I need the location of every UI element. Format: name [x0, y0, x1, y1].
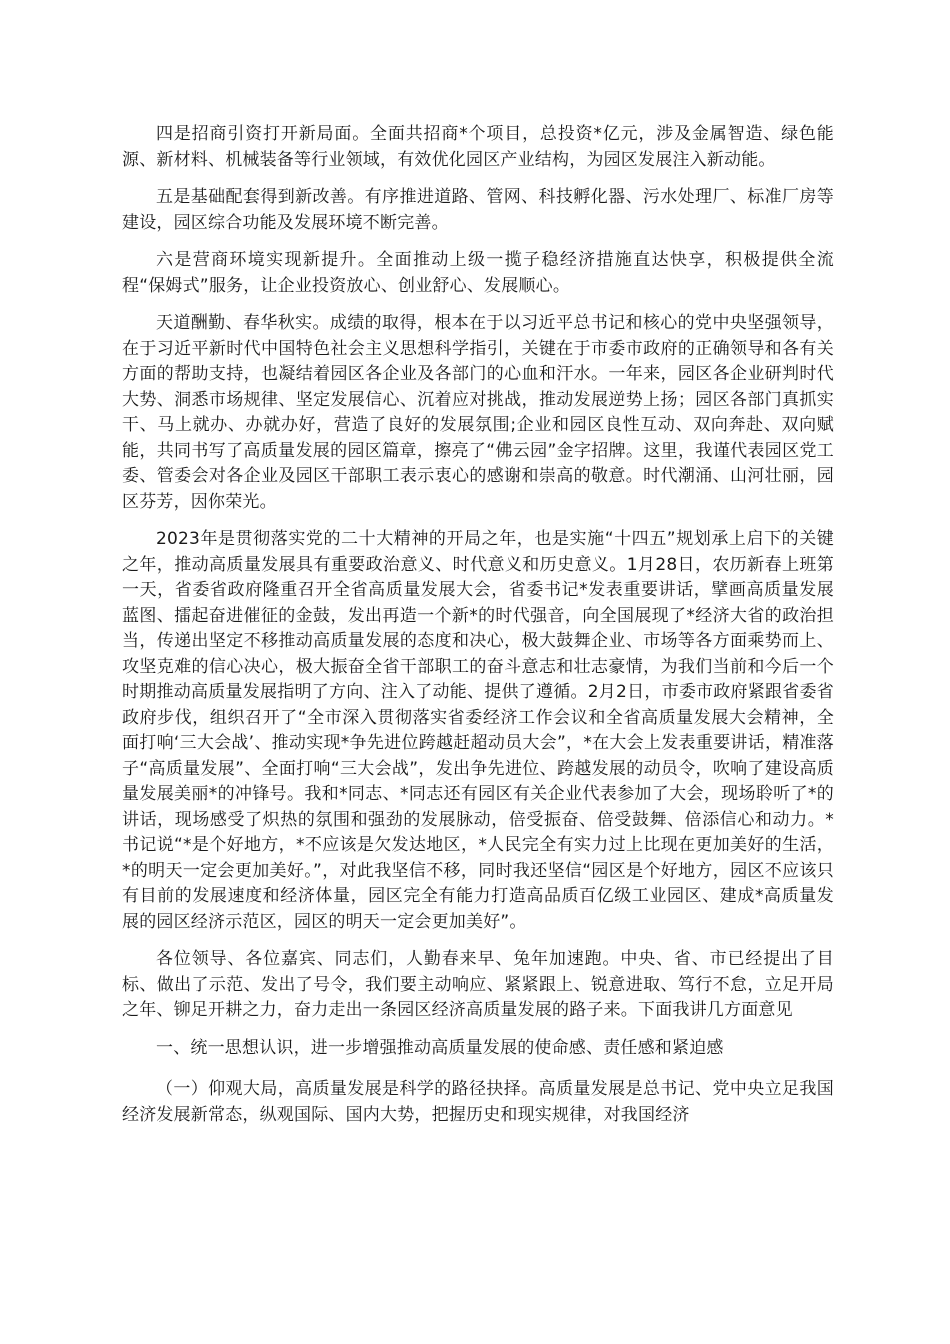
document-page: [122, 122, 834, 1140]
section-heading: 一、统一思想认识，进一步增强推动高质量发展的使命感、责任感和紧迫感: [156, 1037, 724, 1058]
subsection-paragraph: （一）仰观大局，高质量发展是科学的路径抉择。高质量发展是总书记、党中央立足我国经济发展新常态，纵观国际、国内大势，把握历史和现实规律，对我国经济: [122, 1079, 834, 1125]
paragraph-2023-overview: 2023年是贯彻落实党的二十大精神的开局之年，也是实施“十四五”规划承上启下的关键之年，推动高质量发展具有重要政治意义、时代意义和历史意义。1月28日，农历新春上班第一天，省委省政府隆重召开全省高质量发展大会，省委书记*发表重要讲话，擘画高质量发展蓝图、擂起奋进催征的金鼓，发出再造一个新*的时代强音，向全国展现了*经济大省的政治担当，传递出坚定不移推动高质量发展的态度和决心，极大鼓舞企业、市场等各方面乘势而上、攻坚克难的信心决心，极大振奋全省干部职工的奋斗意志和壮志豪情，为我们当前和今后一个时期推动高质量发展指明了方向、注入了动能、提供了遵循。2月2日，市委市政府紧跟省委省政府步伐，组织召开了“全市深入贯彻落实省委经济工作会议和全省高质量发展大会精神，全面打响‘三大会战’、推动实现*争先进位跨越赶超动员大会”，*在大会上发表重要讲话，精准落子“高质量发展”、全面打响“三大会战”，发出争先进位、跨越发展的动员令，吹响了建设高质量发展美丽*的冲锋号。我和*同志、*同志还有园区有关企业代表参加了大会，现场聆听了*的讲话，现场感受了炽热的氛围和强劲的发展脉动，倍受振奋、倍受鼓舞、倍添信心和动力。*书记说“*是个好地方，*不应该是欠发达地区，*人民完全有实力过上比现在更加美好的生活，*的明天一定会更加美好。”，对此我坚信不移，同时我还坚信“园区是个好地方，园区不应该只有目前的发展速度和经济体量，园区完全有能力打造高品质百亿级工业园区、建成*高质量发展的园区经济示范区，园区的明天一定会更加美好”。: [122, 529, 834, 932]
paragraph-call-to-action: 各位领导、各位嘉宾、同志们，人勤春来早、兔年加速跑。中央、省、市已经提出了目标、做出了示范、发出了号令，我们要主动响应、紧紧跟上、锐意进取、笃行不怠，立足开局之年、铆足开耕之力，奋力走出一条园区经济高质量发展的路子来。下面我讲几方面意见: [122, 949, 834, 1020]
paragraph-achievements: 天道酬勤、春华秋实。成绩的取得，根本在于以习近平总书记和核心的党中央坚强领导，在于习近平新时代中国特色社会主义思想科学指引，关键在于市委市政府的正确领导和各有关方面的帮助支持，也凝结着园区各企业及各部门的心血和汗水。一年来，园区各企业研判时代大势、洞悉市场规律、坚定发展信心、沉着应对挑战，推动发展逆势上扬；园区各部门真抓实干、马上就办、办就办好，营造了良好的发展氛围;企业和园区良性互动、双向奔赴、双向赋能，共同书写了高质量发展的园区篇章，擦亮了“佛云园”金字招牌。这里，我谨代表园区党工委、管委会对各企业及园区干部职工表示衷心的感谢和崇高的敬意。时代潮涌、山河壮丽，园区芬芳，因你荣光。: [122, 313, 834, 512]
paragraph-business-environment: 六是营商环境实现新提升。全面推动上级一揽子稳经济措施直达快享，积极提供全流程“保姆式”服务，让企业投资放心、创业舒心、发展顺心。: [122, 250, 834, 296]
paragraph-infrastructure: 五是基础配套得到新改善。有序推进道路、管网、科技孵化器、污水处理厂、标准厂房等建设，园区综合功能及发展环境不断完善。: [122, 187, 834, 233]
paragraph-investment: 四是招商引资打开新局面。全面共招商*个项目，总投资*亿元，涉及金属智造、绿色能源、新材料、机械装备等行业领域，有效优化园区产业结构，为园区发展注入新动能。: [122, 124, 834, 170]
